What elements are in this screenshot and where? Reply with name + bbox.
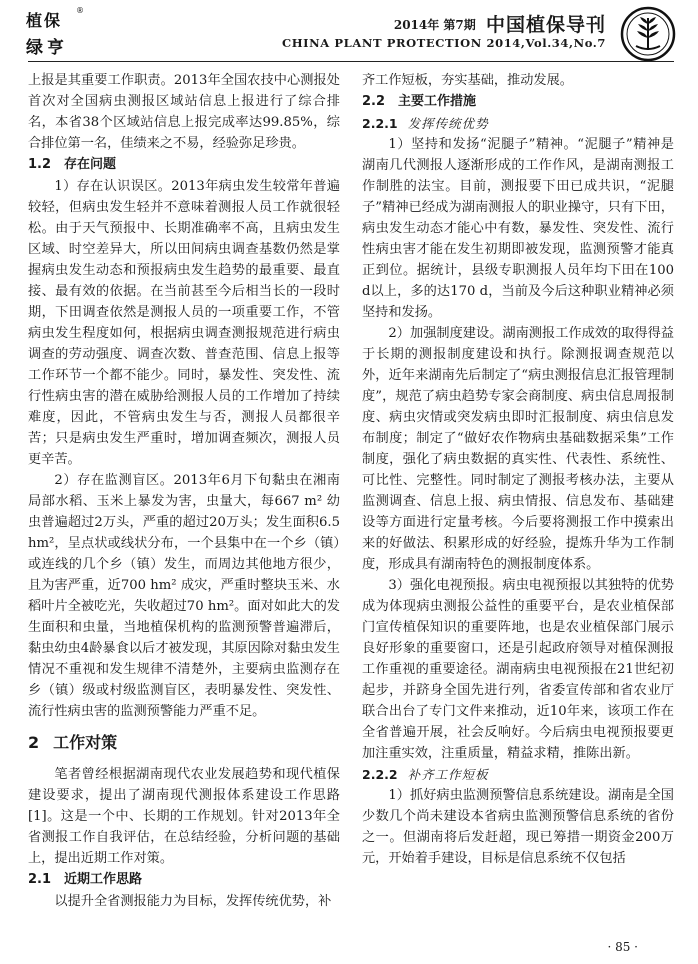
- left-paragraph-3: 2）存在监测盲区。2013年6月下旬黏虫在湘南局部水稻、玉米上暴发为害，虫量大，每667 m² 幼虫普遍超过2万头，严重的超过20万头；发生面积6.5 hm²，呈点状或线状分布，一个县集中在一个乡（镇）或连线的几个乡（镇）发生，而周边其他地方很少，且为害严重，近700 hm² 成灾，严重时整块玉米、水稻叶片全被吃光，失收超过70 hm²。面对如此大的发生面积和虫量，当地植保机构的监测预警普遍滞后，黏虫幼虫4龄暴食以后才被发现，其原因除对黏虫发生情况不重视和发生规律不清楚外，主要病虫监测存在乡（镇）级或村级监测盲区，表明暴发性、突发性、流行性病虫害的监测预警能力严重不足。: [28, 473, 340, 719]
- right-paragraph-3: 2）加强制度建设。湖南测报工作成效的取得得益于长期的测报制度建设和执行。除测报调查规范以外，近年来湖南先后制定了“病虫测报信息汇报管理制度”，规范了病虫趋势专家会商制度、病虫信息周报制度、病虫灾情或突发病虫即时汇报制度、病虫信息发布制度；制定了“做好农作物病虫基础数据采集”工作制度，强化了病虫数据的真实性、代表性、系统性、可比性、完整性。同时制定了测报考核办法，主要从监测调查、信息上报、病虫情报、信息发布、基础建设等方面进行定量考核。今后要将测报工作中摸索出来的好做法、积累形成的好经验，提炼升华为工作制度，形成具有湖南特色的测报制度体系。: [362, 326, 674, 572]
- section-2-2-1-title: 发挥传统优势: [407, 116, 489, 131]
- section-1-2-heading: 1.2 存在问题: [28, 157, 117, 172]
- right-paragraph-1: 齐工作短板，夯实基础，推动发展。: [362, 73, 573, 88]
- section-2-2-2-number: 2.2.2: [362, 767, 398, 782]
- section-2-2-1-heading: [362, 113, 674, 134]
- right-paragraph-2: 1）坚持和发扬“泥腿子”精神。“泥腿子”精神是湖南几代测报人逐渐形成的工作作风，是湖南测报工作制胜的法宝。目前，测报要下田已成共识，“泥腿子”精神已经成为湖南测报人的职业操守，只有下田，病虫发生动态才能心中有数，暴发性、突发性、流行性病虫害才能在发生初期即被发现，监测预警才能真正到位。据统计，县级专职测报人员年均下田在100 d以上，多的达170 d，当前及今后这种职业精神必须坚持和发扬。: [362, 137, 674, 320]
- right-paragraph-5: 1）抓好病虫监测预警信息系统建设。湖南是全国少数几个尚未建设本省病虫监测预警信息系统的省份之一。但湖南将后发赶超，现已筹措一期资金200万元，开始着手建设，目标是信息系统不仅包括: [362, 788, 674, 866]
- right-paragraph-4: 3）强化电视预报。病虫电视预报以其独特的优势成为体现病虫测报公益性的重要平台，是农业植保部门宣传植保知识的重要阵地，也是农业植保部门展示良好形象的重要窗口，还是引起政府领导对植保测报工作重视的重要途径。湖南病虫电视预报在21世纪初起步，并跻身全国先进行列，省委宣传部和省农业厅联合出台了专门文件来推动，近10年来，该项工作在全省普遍开展，社会反响好。今后病虫电视预报要更加注重实效，注重质量，精益求精，推陈出新。: [362, 578, 674, 761]
- section-2-2-2-heading: [362, 764, 674, 785]
- right-column: [362, 70, 674, 869]
- journal-logo: [26, 6, 84, 58]
- journal-name-en: CHINA PLANT PROTECTION 2014,Vol.34,No.7: [281, 36, 606, 50]
- section-2-number: 2: [28, 733, 40, 752]
- logo-bottom-text: 绿亨: [26, 38, 68, 58]
- page-number: · 85 ·: [607, 940, 638, 954]
- section-2-2-2-title: 补齐工作短板: [407, 767, 489, 782]
- section-2-title: 工作对策: [53, 733, 118, 752]
- left-paragraph-1: 上报是其重要工作职责。2013年全国农技中心测报处首次对全国病虫测报区域站信息上报进行了综合排名，本省38个区域站信息上报完成率达99.85%，综合排位第一名，佳绩来之不易，经验弥足珍贵。: [28, 73, 340, 151]
- issue-line: [394, 10, 606, 37]
- section-2-heading: [28, 730, 340, 756]
- left-paragraph-2: 1）存在认识误区。2013年病虫发生较常年普遍较轻，但病虫发生轻并不意味着测报人员工作就很轻松。由于天气预报中、长期准确率不高，且病虫发生区域、时空差异大，所以田间病虫调查基数仍然是掌握病虫发生动态和预报病虫发生趋势的最重要、最直接、最有效的依据。在当前甚至今后相当长的一段时期，下田调查依然是测报人员的一项重要工作，不管病虫发生程度如何，根据病虫调查测报规范进行病虫调查的劳动强度、调查次数、普查范围、信息上报等工作环节一个都不能少。同时，暴发性、突发性、流行性病虫害的潜在威胁给测报人员的工作增加了持续难度，因此，不管病虫发生与否，测报人员都很辛苦；只是病虫发生严重时，增加调查频次，测报人员更辛苦。: [28, 179, 340, 467]
- section-2-1-heading: 2.1 近期工作思路: [28, 872, 143, 887]
- wheat-emblem-icon: [620, 6, 676, 62]
- section-2-2-heading: 2.2 主要工作措施: [362, 94, 477, 109]
- page-header: [0, 0, 698, 64]
- logo-top-text: 植保: [26, 11, 63, 30]
- section-2-2-1-number: 2.2.1: [362, 116, 398, 131]
- left-paragraph-4: 笔者曾经根据湖南现代农业发展趋势和现代植保建设要求，提出了湖南现代测报体系建设工作思路[1]。这是一个中、长期的工作规划。针对2013年全省测报工作自我评估，在总结经验，分析问题的基础上，提出近期工作对策。: [28, 767, 340, 866]
- issue-number: 2014年 第7期: [393, 18, 476, 32]
- journal-name-cn: 中国植保导刊: [485, 14, 606, 36]
- left-paragraph-5: 以提升全省测报能力为目标，发挥传统优势，补: [54, 894, 332, 909]
- header-rule: [28, 61, 674, 62]
- registered-mark: ®: [76, 6, 84, 15]
- left-column: [28, 70, 340, 912]
